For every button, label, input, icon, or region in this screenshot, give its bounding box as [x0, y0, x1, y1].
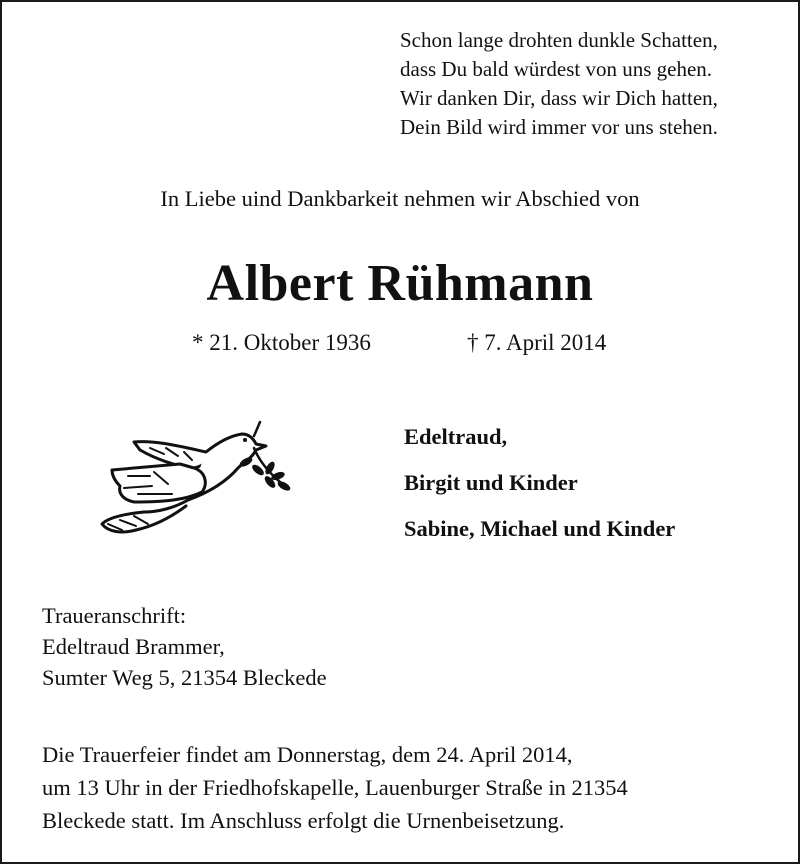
service-line: Die Trauerfeier findet am Donnerstag, dem 24. April 2014,	[42, 742, 573, 767]
mourner-entry: Birgit und Kinder	[404, 470, 578, 495]
address-label: Traueranschrift:	[42, 603, 187, 628]
mourners-list	[404, 424, 675, 562]
birth-date: * 21. Oktober 1936	[192, 330, 371, 355]
poem-line: Dein Bild wird immer vor uns stehen.	[400, 115, 718, 139]
dove-with-olive-branch-icon	[94, 414, 294, 543]
mourning-address	[42, 600, 327, 693]
funeral-service-details	[42, 738, 628, 837]
poem-line: Wir danken Dir, dass wir Dich hatten,	[400, 86, 718, 110]
death-date: † 7. April 2014	[467, 330, 607, 355]
deceased-name: Albert Rühmann	[206, 255, 594, 312]
memorial-poem	[400, 26, 718, 142]
farewell-intro: In Liebe uind Dankbarkeit nehmen wir Abschied von	[160, 186, 640, 211]
mourner-entry: Edeltraud,	[404, 424, 508, 449]
poem-line: dass Du bald würdest von uns gehen.	[400, 57, 713, 81]
poem-line: Schon lange drohten dunkle Schatten,	[400, 28, 718, 52]
mourner-entry: Sabine, Michael und Kinder	[404, 516, 676, 541]
address-street: Sumter Weg 5, 21354 Bleckede	[42, 665, 327, 690]
service-line: um 13 Uhr in der Friedhofskapelle, Lauenburger Straße in 21354	[42, 775, 628, 800]
service-line: Bleckede statt. Im Anschluss erfolgt die Urnenbeisetzung.	[42, 808, 565, 833]
address-name: Edeltraud Brammer,	[42, 634, 225, 659]
